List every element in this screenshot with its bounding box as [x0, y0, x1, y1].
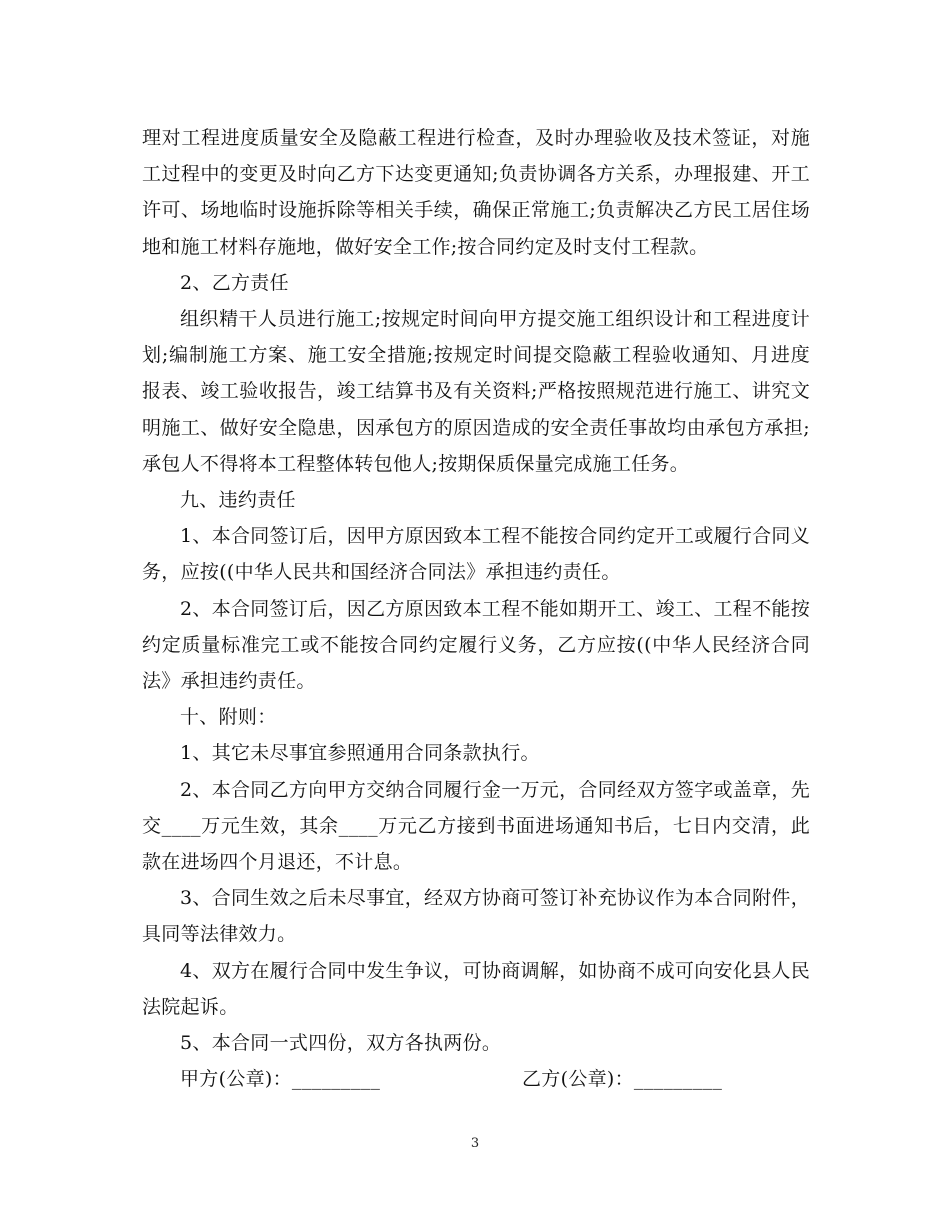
party-b-signature-line: 乙方(公章)：_________	[522, 1068, 723, 1091]
paragraph-provision-1: 1、其它未尽事宜参照通用合同条款执行。	[180, 742, 540, 765]
paragraph-breach-party-a: 1、本合同签订后，因甲方原因致本工程不能按合同约定开工或履行合同义务，应按((中华人民共和国经济合同法》承担违约责任。	[142, 525, 810, 584]
page-number: 3	[470, 1136, 480, 1151]
signature-row	[142, 1061, 810, 1097]
paragraph-breach-party-b: 2、本合同签订后，因乙方原因致本工程不能如期开工、竣工、工程不能按约定质量标准完工或不能按合同约定履行义务，乙方应按((中华人民经济合同法》承担违约责任。	[142, 597, 810, 693]
heading-breach-liability: 九、违约责任	[180, 489, 296, 512]
heading-supplementary-provisions: 十、附则：	[180, 706, 277, 729]
paragraph-provision-2: 2、本合同乙方向甲方交纳合同履行金一万元，合同经双方签字或盖章，先交____万元生效，其余____万元乙方接到书面进场通知书后，七日内交清，此款在进场四个月退还，不计息。	[142, 778, 810, 874]
party-a-signature-line: 甲方(公章)：_________	[180, 1068, 381, 1091]
paragraph-provision-4: 4、双方在履行合同中发生争议，可协商调解，如协商不成可向安化县人民法院起诉。	[142, 959, 810, 1018]
document-body	[142, 120, 810, 1097]
heading-party-b-responsibility: 2、乙方责任	[180, 271, 289, 294]
paragraph-party-a-duties-continued: 理对工程进度质量安全及隐蔽工程进行检查，及时办理验收及技术签证，对施工过程中的变更及时向乙方下达变更通知;负责协调各方关系，办理报建、开工许可、场地临时设施拆除等相关手续，确保正常施工;负责解决乙方民工居住场地和施工材料存施地，做好安全工作;按合同约定及时支付工程款。	[142, 127, 810, 258]
paragraph-party-b-duties: 组织精干人员进行施工;按规定时间向甲方提交施工组织设计和工程进度计划;编制施工方案、施工安全措施;按规定时间提交隐蔽工程验收通知、月进度报表、竣工验收报告，竣工结算书及有关资料;严格按照规范进行施工、讲究文明施工、做好安全隐患，因承包方的原因造成的安全责任事故均由承包方承担;承包人不得将本工程整体转包他人;按期保质保量完成施工任务。	[142, 308, 810, 475]
paragraph-provision-5: 5、本合同一式四份，双方各执两份。	[180, 1032, 502, 1055]
paragraph-provision-3: 3、合同生效之后未尽事宜，经双方协商可签订补充协议作为本合同附件，具同等法律效力。	[142, 887, 810, 946]
